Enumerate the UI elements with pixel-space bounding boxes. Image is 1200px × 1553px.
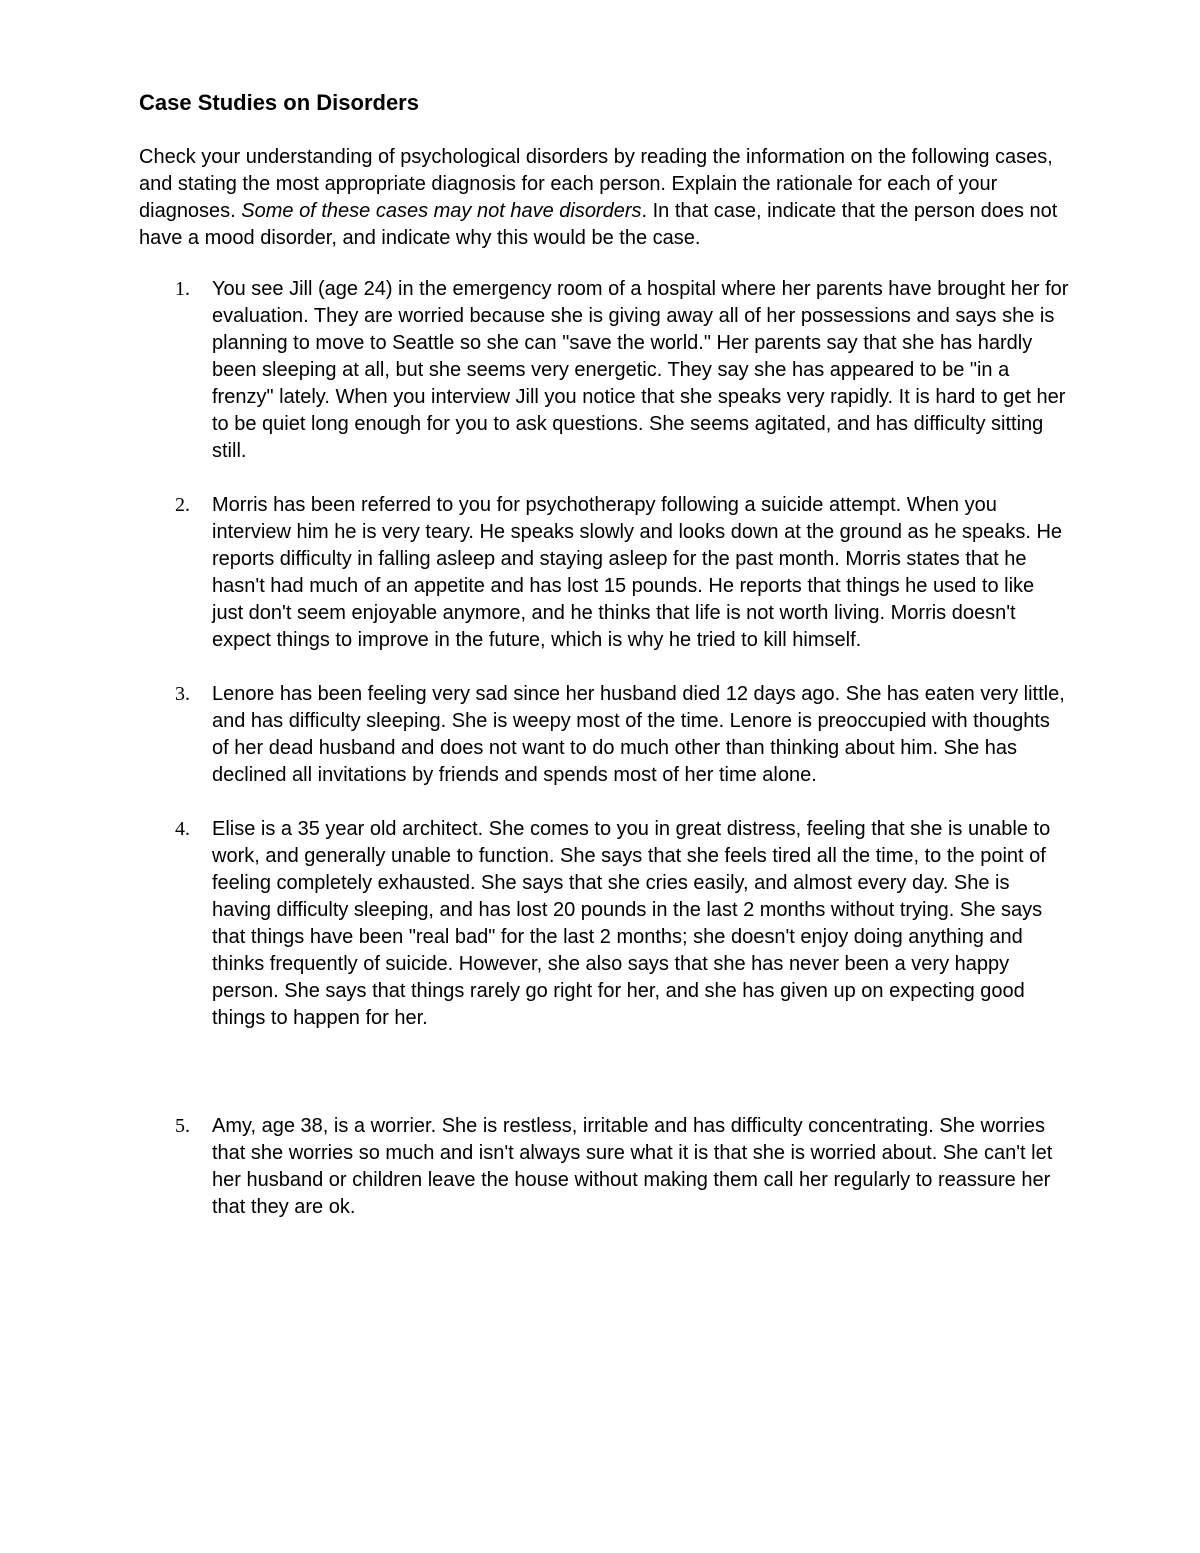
intro-paragraph (139, 144, 1069, 252)
case-text: You see Jill (age 24) in the emergency room of a hospital where her parents have brought her for evaluation. They are worried because she is giving away all of her possessions and says she is planning to move to Seattle so she can "save the world." Her parents say that she has hardly been sleeping at all, but she seems very energetic. They say she has appeared to be "in a frenzy" lately. When you interview Jill you notice that she speaks very rapidly. It is hard to get her to be quiet long enough for you to ask questions. She seems agitated, and has difficulty sitting still. (212, 278, 1069, 462)
intro-text-end: . In that case, indicate that the person does not have a mood disorder, and indicate why this would be the case. (139, 200, 1058, 249)
case-item (139, 276, 1069, 465)
case-number: 5. (175, 1115, 190, 1137)
document-title: Case Studies on Disorders (139, 90, 419, 115)
intro-italic-note: Some of these cases may not have disorders (241, 200, 642, 222)
case-number: 3. (175, 683, 190, 705)
case-text: Amy, age 38, is a worrier. She is restless, irritable and has difficulty concentrating. She worries that she worries so much and isn't always sure what it is that she is worried about. She can't let her husband or children leave the house without making them call her regularly to reassure her that they are ok. (212, 1115, 1053, 1218)
case-text: Lenore has been feeling very sad since her husband died 12 days ago. She has eaten very little, and has difficulty sleeping. She is weepy most of the time. Lenore is preoccupied with thoughts of her dead husband and does not want to do much other than thinking about him. She has declined all invitations by friends and spends most of her time alone. (212, 683, 1065, 786)
case-text: Elise is a 35 year old architect. She comes to you in great distress, feeling that she is unable to work, and generally unable to function. She says that she feels tired all the time, to the point of feeling completely exhausted. She says that she cries easily, and almost every day. She is having difficulty sleeping, and has lost 20 pounds in the last 2 months without trying. She says that things have been "real bad" for the last 2 months; she doesn't enjoy doing anything and thinks frequently of suicide. However, she also says that she has never been a very happy person. She says that things rarely go right for her, and she has given up on expecting good things to happen for her. (212, 818, 1051, 1029)
intro-text-start: Check your understanding of psychological disorders by reading the information on the following cases, and stating the most appropriate diagnosis for each person. Explain the rationale for each of your diagnoses. (139, 146, 1053, 222)
case-number: 2. (175, 494, 190, 516)
case-item (139, 1113, 1069, 1221)
case-number: 4. (175, 818, 190, 840)
document-page (139, 88, 1069, 1248)
case-item (139, 681, 1069, 789)
case-item (139, 816, 1069, 1032)
case-text: Morris has been referred to you for psychotherapy following a suicide attempt. When you interview him he is very teary. He speaks slowly and looks down at the ground as he speaks. He reports difficulty in falling asleep and staying asleep for the past month. Morris states that he hasn't had much of an appetite and has lost 15 pounds. He reports that things he used to like just don't seem enjoyable anymore, and he thinks that life is not worth living. Morris doesn't expect things to improve in the future, which is why he tried to kill himself. (212, 494, 1063, 651)
case-number: 1. (175, 278, 190, 300)
case-item (139, 492, 1069, 654)
case-list (139, 276, 1069, 1221)
